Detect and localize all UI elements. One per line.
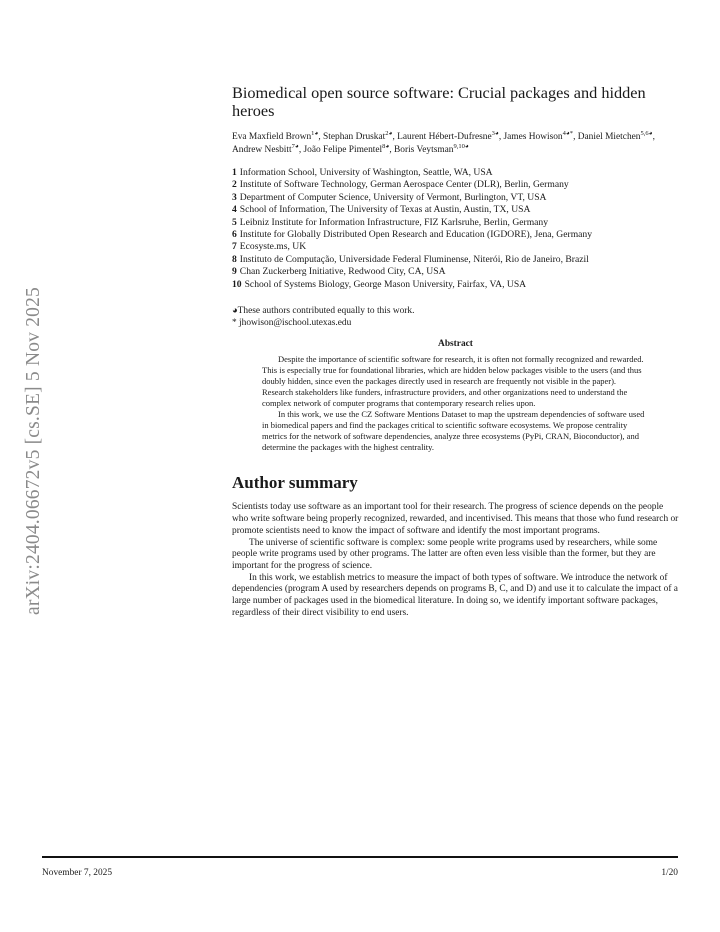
paper-front-matter bbox=[232, 84, 679, 620]
summary-paragraph: In this work, we establish metrics to measure the impact of both types of software. We introduce the network of dependencies (program A used by researchers depends on programs B, C, and D) and use it to calculate the impact of a large number of packages used in the biomedical literature. In doing so, we identify important software packages, regardless of their direct visibility to end users. bbox=[232, 572, 678, 618]
author: Daniel Mietchen$^{5,6◕}$, bbox=[577, 129, 655, 142]
affiliation-item: 7 Ecosyste.ms, UK bbox=[232, 241, 307, 253]
affiliation-item: 5 Leibniz Institute for Information Infrastructure, FIZ Karlsruhe, Berlin, Germany bbox=[232, 216, 549, 228]
author-affiliation-marker: 3◕ bbox=[491, 129, 499, 137]
affiliation-item: 3 Department of Computer Science, University of Vermont, Burlington, VT, USA bbox=[232, 191, 547, 203]
affiliation-item: 4 School of Information, The University of Texas at Austin, Austin, TX, USA bbox=[232, 204, 531, 216]
author-affiliation-marker: 9,10◕ bbox=[453, 142, 469, 150]
footer-rule bbox=[42, 856, 678, 858]
affiliation-item: 6 Institute for Globally Distributed Open Research and Education (IGDORE), Jena, Germany bbox=[232, 229, 593, 241]
author-list bbox=[232, 131, 679, 156]
author: Andrew Nesbitt$^{7◕}$, bbox=[232, 142, 304, 155]
author-summary bbox=[232, 502, 679, 619]
author-summary-heading: Author summary bbox=[232, 473, 358, 493]
author: James Howison$^{4◕*}$, bbox=[503, 129, 578, 142]
author: Laurent Hébert-Dufresne$^{3◕}$, bbox=[397, 129, 504, 142]
author-affiliation-marker: 4◕* bbox=[562, 129, 574, 137]
affiliation-item: 8 Instituto de Computação, Universidade Federal Fluminense, Niterói, Rio de Janeiro, Brazil bbox=[232, 253, 589, 265]
footer-date: November 7, 2025 bbox=[42, 868, 113, 878]
author: João Felipe Pimentel$^{8◕}$, bbox=[303, 142, 395, 155]
affiliation-list bbox=[232, 167, 679, 291]
abstract-paragraph: Despite the importance of scientific software for research, it is often not formally recognized and rewarded. This is especially true for foundational libraries, which are hidden below packages visible to the users (and thus doubly hidden, since even the packages directly used in research are frequently not visible in the paper). Research stakeholders like funders, infrastructure providers, and other organizations need to understand the complex network of computer programs that contemporary research relies upon. bbox=[262, 354, 644, 409]
affiliation-item: 9 Chan Zuckerberg Initiative, Redwood City, CA, USA bbox=[232, 266, 446, 278]
affiliation-item: 1 Information School, University of Washington, Seattle, WA, USA bbox=[232, 167, 493, 178]
summary-paragraph: The universe of scientific software is complex: some people write programs used by researchers, while some people write programs used by other programs. The latter are often even less visible than the former, but they are important for the progress of science. bbox=[232, 537, 658, 571]
author-affiliation-marker: 7◕ bbox=[291, 142, 299, 150]
corresponding-email[interactable]: * jhowison@ischool.utexas.edu bbox=[232, 318, 352, 329]
equal-contribution-note: ◕These authors contributed equally to this work. bbox=[232, 306, 415, 317]
arxiv-stamp bbox=[8, 266, 60, 636]
summary-paragraph: Scientists today use software as an important tool for their research. The progress of science depends on the people who write software being properly recognized, rewarded, and incentivised. This means that those who fund research or promote scientists need to know the impact of software and identify the most important programs. bbox=[232, 502, 679, 536]
abstract-paragraph: In this work, we use the CZ Software Mentions Dataset to map the upstream dependencies of software used in biomedical papers and find the packages critical to scientific software ecosystems. We propose centrality metrics for the network of software dependencies, analyze three ecosystems (PyPi, CRAN, Bioconductor), and determine the packages with the highest centrality. bbox=[262, 409, 645, 453]
author: Stephan Druskat$^{2◕}$, bbox=[323, 129, 398, 142]
author-notes bbox=[232, 305, 679, 329]
author-affiliation-marker: 2◕ bbox=[385, 129, 393, 137]
author-affiliation-marker: 1◕ bbox=[311, 129, 319, 137]
page-number: 1/20 bbox=[661, 868, 678, 878]
affiliation-item: 10 School of Systems Biology, George Mason University, Fairfax, VA, USA bbox=[232, 278, 527, 290]
affiliation-item: 2 Institute of Software Technology, German Aerospace Center (DLR), Berlin, Germany bbox=[232, 179, 569, 191]
paper-title: Biomedical open source software: Crucial packages and hidden heroes bbox=[232, 83, 646, 120]
author-affiliation-marker: 8◕ bbox=[382, 142, 390, 150]
author: Boris Veytsman$^{9,10◕}$ bbox=[394, 142, 469, 155]
abstract bbox=[262, 354, 649, 453]
abstract-heading: Abstract bbox=[438, 339, 473, 350]
arxiv-stamp-text: arXiv:2404.06672v5 [cs.SE] 5 Nov 2025 bbox=[23, 286, 45, 616]
author: Eva Maxfield Brown$^{1◕}$, bbox=[232, 129, 324, 142]
author-affiliation-marker: 5,6◕ bbox=[640, 129, 653, 137]
